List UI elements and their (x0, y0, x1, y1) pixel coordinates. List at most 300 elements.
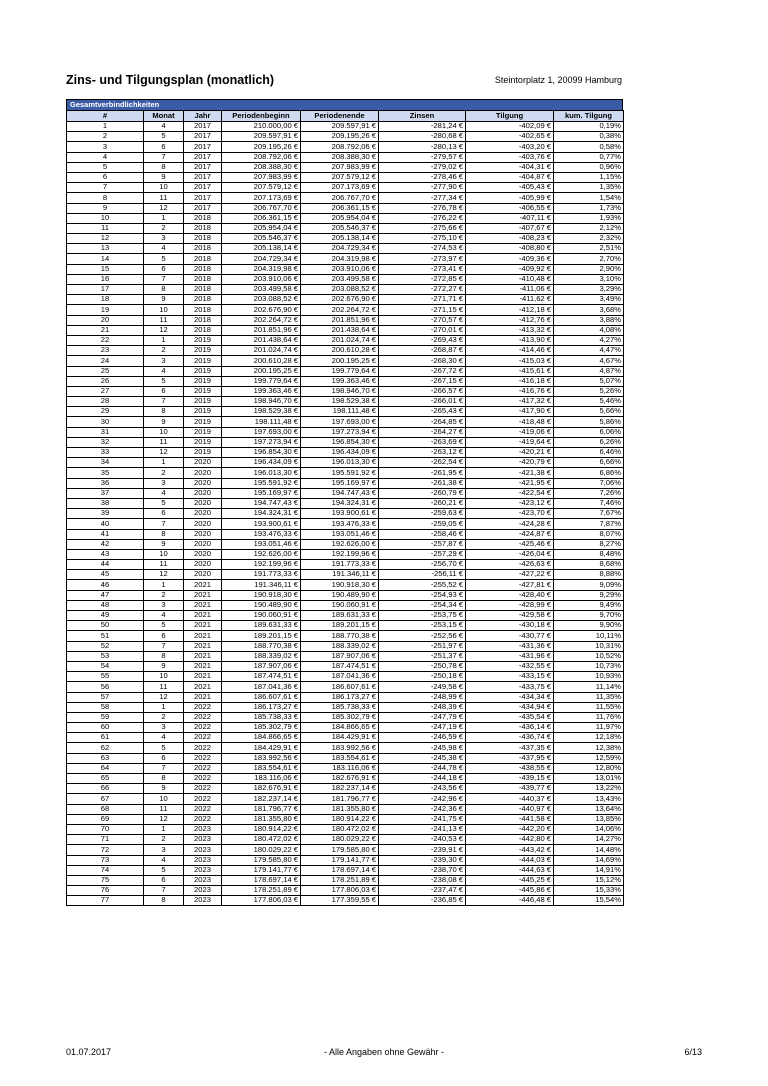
cell-period-end: 180.029,22 € (301, 835, 379, 845)
cell-period-start: 191.773,33 € (222, 570, 301, 580)
cell-number: 70 (67, 824, 144, 834)
cell-year: 2023 (184, 835, 222, 845)
cell-period-start: 186.607,61 € (222, 692, 301, 702)
table-row (67, 824, 624, 834)
cell-number: 19 (67, 305, 144, 315)
cell-number: 30 (67, 417, 144, 427)
cell-period-start: 203.910,06 € (222, 274, 301, 284)
cell-number: 45 (67, 570, 144, 580)
cell-period-start: 180.914,22 € (222, 824, 301, 834)
cell-month: 1 (144, 335, 184, 345)
cell-number: 68 (67, 804, 144, 814)
cell-repayment: -403,20 € (466, 142, 554, 152)
cell-month: 10 (144, 794, 184, 804)
cell-month: 1 (144, 580, 184, 590)
cell-cumulative-repayment: 9,09% (554, 580, 624, 590)
table-row (67, 264, 624, 274)
cell-cumulative-repayment: 13,64% (554, 804, 624, 814)
cell-cumulative-repayment: 0,19% (554, 122, 624, 132)
cell-period-start: 207.983,99 € (222, 172, 301, 182)
cell-repayment: -432,55 € (466, 661, 554, 671)
cell-interest: -264,85 € (379, 417, 466, 427)
cell-period-start: 183.992,56 € (222, 753, 301, 763)
cell-period-end: 201.024,74 € (301, 335, 379, 345)
cell-cumulative-repayment: 13,43% (554, 794, 624, 804)
cell-period-end: 195.169,97 € (301, 478, 379, 488)
cell-number: 65 (67, 774, 144, 784)
cell-period-start: 190.489,90 € (222, 600, 301, 610)
cell-month: 10 (144, 183, 184, 193)
cell-period-start: 180.029,22 € (222, 845, 301, 855)
cell-repayment: -444,03 € (466, 855, 554, 865)
cell-number: 41 (67, 529, 144, 539)
cell-year: 2018 (184, 213, 222, 223)
cell-period-end: 198.529,38 € (301, 397, 379, 407)
cell-month: 9 (144, 539, 184, 549)
table-row (67, 285, 624, 295)
cell-interest: -259,05 € (379, 519, 466, 529)
cell-period-end: 198.946,70 € (301, 386, 379, 396)
cell-month: 1 (144, 824, 184, 834)
cell-period-end: 196.434,09 € (301, 448, 379, 458)
cell-period-end: 182.676,91 € (301, 774, 379, 784)
table-row (67, 835, 624, 845)
cell-period-end: 196.013,30 € (301, 458, 379, 468)
cell-period-end: 203.499,58 € (301, 274, 379, 284)
cell-period-end: 179.585,80 € (301, 845, 379, 855)
cell-number: 51 (67, 631, 144, 641)
cell-repayment: -402,09 € (466, 122, 554, 132)
cell-interest: -266,57 € (379, 386, 466, 396)
cell-number: 74 (67, 865, 144, 875)
cell-interest: -247,19 € (379, 723, 466, 733)
cell-cumulative-repayment: 1,93% (554, 213, 624, 223)
cell-year: 2021 (184, 661, 222, 671)
cell-period-start: 198.111,48 € (222, 417, 301, 427)
cell-repayment: -424,28 € (466, 519, 554, 529)
table-header-row (67, 111, 624, 122)
col-header-interest: Zinsen (379, 111, 466, 122)
cell-period-end: 180.472,02 € (301, 824, 379, 834)
amortization-table (66, 110, 624, 906)
cell-month: 6 (144, 753, 184, 763)
page-title: Zins- und Tilgungsplan (monatlich) (66, 73, 275, 87)
cell-repayment: -403,76 € (466, 152, 554, 162)
cell-repayment: -412,76 € (466, 315, 554, 325)
cell-cumulative-repayment: 7,87% (554, 519, 624, 529)
cell-interest: -250,78 € (379, 661, 466, 671)
table-row (67, 692, 624, 702)
cell-month: 11 (144, 560, 184, 570)
cell-period-start: 209.597,91 € (222, 132, 301, 142)
cell-month: 11 (144, 804, 184, 814)
cell-cumulative-repayment: 9,49% (554, 600, 624, 610)
cell-number: 63 (67, 753, 144, 763)
cell-number: 76 (67, 886, 144, 896)
cell-interest: -279,02 € (379, 162, 466, 172)
cell-year: 2020 (184, 488, 222, 498)
cell-cumulative-repayment: 11,76% (554, 712, 624, 722)
cell-cumulative-repayment: 2,70% (554, 254, 624, 264)
cell-year: 2020 (184, 570, 222, 580)
cell-month: 7 (144, 641, 184, 651)
cell-month: 4 (144, 488, 184, 498)
cell-year: 2020 (184, 539, 222, 549)
cell-cumulative-repayment: 3,49% (554, 295, 624, 305)
cell-year: 2017 (184, 193, 222, 203)
cell-interest: -272,27 € (379, 285, 466, 295)
cell-month: 5 (144, 132, 184, 142)
cell-year: 2020 (184, 560, 222, 570)
cell-repayment: -421,95 € (466, 478, 554, 488)
cell-period-start: 188.339,02 € (222, 651, 301, 661)
cell-repayment: -430,18 € (466, 621, 554, 631)
cell-year: 2019 (184, 407, 222, 417)
cell-number: 52 (67, 641, 144, 651)
cell-period-end: 203.910,06 € (301, 264, 379, 274)
cell-interest: -247,79 € (379, 712, 466, 722)
table-row (67, 529, 624, 539)
cell-repayment: -433,15 € (466, 672, 554, 682)
amortization-table-container (66, 99, 623, 906)
table-row (67, 223, 624, 233)
cell-number: 61 (67, 733, 144, 743)
cell-repayment: -408,80 € (466, 244, 554, 254)
cell-cumulative-repayment: 1,54% (554, 193, 624, 203)
table-row (67, 478, 624, 488)
cell-number: 39 (67, 509, 144, 519)
cell-cumulative-repayment: 4,27% (554, 335, 624, 345)
cell-interest: -261,38 € (379, 478, 466, 488)
cell-year: 2023 (184, 865, 222, 875)
cell-year: 2020 (184, 468, 222, 478)
table-row (67, 315, 624, 325)
cell-interest: -267,15 € (379, 376, 466, 386)
cell-period-start: 207.173,69 € (222, 193, 301, 203)
cell-cumulative-repayment: 14,91% (554, 865, 624, 875)
cell-month: 6 (144, 264, 184, 274)
cell-period-start: 182.676,91 € (222, 784, 301, 794)
cell-interest: -243,56 € (379, 784, 466, 794)
table-row (67, 753, 624, 763)
cell-number: 40 (67, 519, 144, 529)
cell-month: 2 (144, 223, 184, 233)
cell-repayment: -423,12 € (466, 498, 554, 508)
cell-interest: -277,34 € (379, 193, 466, 203)
cell-number: 50 (67, 621, 144, 631)
cell-number: 46 (67, 580, 144, 590)
cell-cumulative-repayment: 6,06% (554, 427, 624, 437)
table-row (67, 386, 624, 396)
cell-interest: -240,53 € (379, 835, 466, 845)
cell-repayment: -408,23 € (466, 234, 554, 244)
cell-cumulative-repayment: 11,35% (554, 692, 624, 702)
cell-year: 2020 (184, 519, 222, 529)
cell-period-end: 209.597,91 € (301, 122, 379, 132)
cell-month: 5 (144, 865, 184, 875)
cell-repayment: -430,77 € (466, 631, 554, 641)
cell-interest: -239,30 € (379, 855, 466, 865)
cell-period-start: 183.116,06 € (222, 774, 301, 784)
cell-year: 2017 (184, 142, 222, 152)
cell-number: 14 (67, 254, 144, 264)
cell-period-start: 178.697,14 € (222, 875, 301, 885)
cell-period-start: 182.237,14 € (222, 794, 301, 804)
cell-interest: -262,54 € (379, 458, 466, 468)
cell-interest: -268,87 € (379, 346, 466, 356)
table-row (67, 845, 624, 855)
cell-month: 7 (144, 397, 184, 407)
cell-interest: -275,10 € (379, 234, 466, 244)
cell-cumulative-repayment: 4,08% (554, 325, 624, 335)
cell-period-end: 197.273,94 € (301, 427, 379, 437)
cell-number: 29 (67, 407, 144, 417)
cell-month: 5 (144, 254, 184, 264)
cell-interest: -270,01 € (379, 325, 466, 335)
cell-repayment: -428,40 € (466, 590, 554, 600)
table-row (67, 896, 624, 906)
cell-month: 11 (144, 315, 184, 325)
cell-cumulative-repayment: 10,31% (554, 641, 624, 651)
cell-interest: -280,68 € (379, 132, 466, 142)
col-header-number: # (67, 111, 144, 122)
cell-number: 3 (67, 142, 144, 152)
cell-period-start: 185.738,33 € (222, 712, 301, 722)
cell-period-end: 189.631,33 € (301, 611, 379, 621)
cell-year: 2020 (184, 549, 222, 559)
cell-month: 1 (144, 213, 184, 223)
cell-repayment: -423,70 € (466, 509, 554, 519)
cell-number: 54 (67, 661, 144, 671)
cell-cumulative-repayment: 4,67% (554, 356, 624, 366)
cell-month: 6 (144, 631, 184, 641)
cell-number: 32 (67, 437, 144, 447)
table-row (67, 448, 624, 458)
cell-month: 10 (144, 305, 184, 315)
table-row (67, 763, 624, 773)
cell-repayment: -409,36 € (466, 254, 554, 264)
cell-cumulative-repayment: 2,90% (554, 264, 624, 274)
cell-year: 2017 (184, 132, 222, 142)
cell-cumulative-repayment: 11,55% (554, 702, 624, 712)
cell-month: 9 (144, 172, 184, 182)
cell-period-start: 200.610,28 € (222, 356, 301, 366)
cell-period-start: 179.141,77 € (222, 865, 301, 875)
cell-number: 59 (67, 712, 144, 722)
col-header-period-end: Periodenende (301, 111, 379, 122)
cell-repayment: -439,15 € (466, 774, 554, 784)
cell-period-end: 208.792,06 € (301, 142, 379, 152)
table-row (67, 743, 624, 753)
cell-period-end: 194.747,43 € (301, 488, 379, 498)
cell-cumulative-repayment: 3,88% (554, 315, 624, 325)
cell-cumulative-repayment: 2,32% (554, 234, 624, 244)
cell-interest: -251,37 € (379, 651, 466, 661)
cell-period-start: 189.631,33 € (222, 621, 301, 631)
cell-month: 4 (144, 122, 184, 132)
cell-number: 16 (67, 274, 144, 284)
cell-month: 9 (144, 295, 184, 305)
cell-number: 17 (67, 285, 144, 295)
cell-number: 11 (67, 223, 144, 233)
cell-month: 11 (144, 437, 184, 447)
cell-period-start: 190.060,91 € (222, 611, 301, 621)
table-row (67, 152, 624, 162)
cell-interest: -280,13 € (379, 142, 466, 152)
cell-period-start: 201.438,64 € (222, 335, 301, 345)
table-row (67, 376, 624, 386)
cell-period-end: 189.201,15 € (301, 621, 379, 631)
cell-period-start: 205.954,04 € (222, 223, 301, 233)
cell-year: 2019 (184, 376, 222, 386)
cell-cumulative-repayment: 14,06% (554, 824, 624, 834)
cell-interest: -271,71 € (379, 295, 466, 305)
cell-interest: -258,46 € (379, 529, 466, 539)
cell-repayment: -437,95 € (466, 753, 554, 763)
cell-period-start: 187.474,51 € (222, 672, 301, 682)
cell-month: 6 (144, 875, 184, 885)
cell-cumulative-repayment: 5,66% (554, 407, 624, 417)
cell-year: 2020 (184, 498, 222, 508)
table-row (67, 774, 624, 784)
cell-repayment: -429,58 € (466, 611, 554, 621)
cell-repayment: -434,34 € (466, 692, 554, 702)
cell-interest: -272,85 € (379, 274, 466, 284)
col-header-month: Monat (144, 111, 184, 122)
table-row (67, 427, 624, 437)
cell-number: 75 (67, 875, 144, 885)
cell-repayment: -436,74 € (466, 733, 554, 743)
cell-month: 9 (144, 661, 184, 671)
cell-interest: -253,15 € (379, 621, 466, 631)
cell-period-end: 183.554,61 € (301, 753, 379, 763)
table-row (67, 590, 624, 600)
cell-period-start: 203.499,58 € (222, 285, 301, 295)
cell-repayment: -426,63 € (466, 560, 554, 570)
table-row (67, 560, 624, 570)
cell-period-start: 181.796,77 € (222, 804, 301, 814)
cell-month: 2 (144, 590, 184, 600)
cell-repayment: -415,61 € (466, 366, 554, 376)
cell-interest: -281,24 € (379, 122, 466, 132)
cell-cumulative-repayment: 6,26% (554, 437, 624, 447)
col-header-cumulative-repayment: kum. Tilgung (554, 111, 624, 122)
cell-period-start: 189.201,15 € (222, 631, 301, 641)
cell-period-end: 200.610,28 € (301, 346, 379, 356)
cell-year: 2019 (184, 448, 222, 458)
cell-period-start: 187.907,06 € (222, 661, 301, 671)
cell-cumulative-repayment: 7,06% (554, 478, 624, 488)
cell-repayment: -438,55 € (466, 763, 554, 773)
cell-cumulative-repayment: 1,35% (554, 183, 624, 193)
cell-month: 3 (144, 356, 184, 366)
cell-cumulative-repayment: 8,88% (554, 570, 624, 580)
cell-repayment: -420,21 € (466, 448, 554, 458)
cell-interest: -257,87 € (379, 539, 466, 549)
cell-year: 2022 (184, 733, 222, 743)
cell-interest: -269,43 € (379, 335, 466, 345)
cell-period-end: 200.195,25 € (301, 356, 379, 366)
table-row (67, 274, 624, 284)
cell-period-end: 183.992,56 € (301, 743, 379, 753)
cell-repayment: -431,96 € (466, 651, 554, 661)
cell-number: 33 (67, 448, 144, 458)
cell-period-start: 192.626,00 € (222, 549, 301, 559)
cell-year: 2020 (184, 458, 222, 468)
cell-month: 7 (144, 519, 184, 529)
table-row (67, 702, 624, 712)
table-row (67, 162, 624, 172)
cell-number: 71 (67, 835, 144, 845)
cell-period-end: 199.363,46 € (301, 376, 379, 386)
cell-repayment: -413,90 € (466, 335, 554, 345)
cell-period-start: 208.792,06 € (222, 152, 301, 162)
cell-year: 2022 (184, 814, 222, 824)
header-address: Steintorplatz 1, 20099 Hamburg (494, 75, 622, 85)
cell-month: 1 (144, 702, 184, 712)
cell-interest: -261,95 € (379, 468, 466, 478)
cell-cumulative-repayment: 0,77% (554, 152, 624, 162)
table-row (67, 325, 624, 335)
table-row (67, 814, 624, 824)
cell-interest: -270,57 € (379, 315, 466, 325)
cell-cumulative-repayment: 13,22% (554, 784, 624, 794)
cell-year: 2017 (184, 162, 222, 172)
cell-period-end: 193.476,33 € (301, 519, 379, 529)
cell-year: 2023 (184, 855, 222, 865)
cell-interest: -244,78 € (379, 763, 466, 773)
cell-period-end: 190.918,30 € (301, 580, 379, 590)
cell-interest: -242,36 € (379, 804, 466, 814)
cell-interest: -279,57 € (379, 152, 466, 162)
cell-interest: -236,85 € (379, 896, 466, 906)
cell-month: 6 (144, 142, 184, 152)
cell-cumulative-repayment: 7,46% (554, 498, 624, 508)
table-row (67, 488, 624, 498)
table-row (67, 122, 624, 132)
cell-period-start: 199.363,46 € (222, 386, 301, 396)
cell-interest: -278,46 € (379, 172, 466, 182)
cell-number: 77 (67, 896, 144, 906)
cell-period-end: 185.302,79 € (301, 712, 379, 722)
cell-repayment: -402,65 € (466, 132, 554, 142)
cell-period-start: 196.013,30 € (222, 468, 301, 478)
cell-month: 10 (144, 549, 184, 559)
cell-cumulative-repayment: 1,15% (554, 172, 624, 182)
cell-cumulative-repayment: 1,73% (554, 203, 624, 213)
cell-year: 2022 (184, 804, 222, 814)
cell-number: 25 (67, 366, 144, 376)
cell-cumulative-repayment: 4,47% (554, 346, 624, 356)
cell-interest: -257,29 € (379, 549, 466, 559)
table-row (67, 733, 624, 743)
cell-period-start: 197.273,94 € (222, 437, 301, 447)
cell-month: 9 (144, 417, 184, 427)
cell-interest: -268,30 € (379, 356, 466, 366)
cell-period-end: 207.983,99 € (301, 162, 379, 172)
cell-number: 15 (67, 264, 144, 274)
cell-number: 1 (67, 122, 144, 132)
cell-period-end: 187.041,36 € (301, 672, 379, 682)
cell-interest: -263,12 € (379, 448, 466, 458)
cell-period-end: 185.738,33 € (301, 702, 379, 712)
cell-repayment: -410,48 € (466, 274, 554, 284)
cell-period-end: 187.907,06 € (301, 651, 379, 661)
cell-repayment: -405,43 € (466, 183, 554, 193)
cell-year: 2023 (184, 896, 222, 906)
cell-interest: -242,96 € (379, 794, 466, 804)
table-row (67, 784, 624, 794)
